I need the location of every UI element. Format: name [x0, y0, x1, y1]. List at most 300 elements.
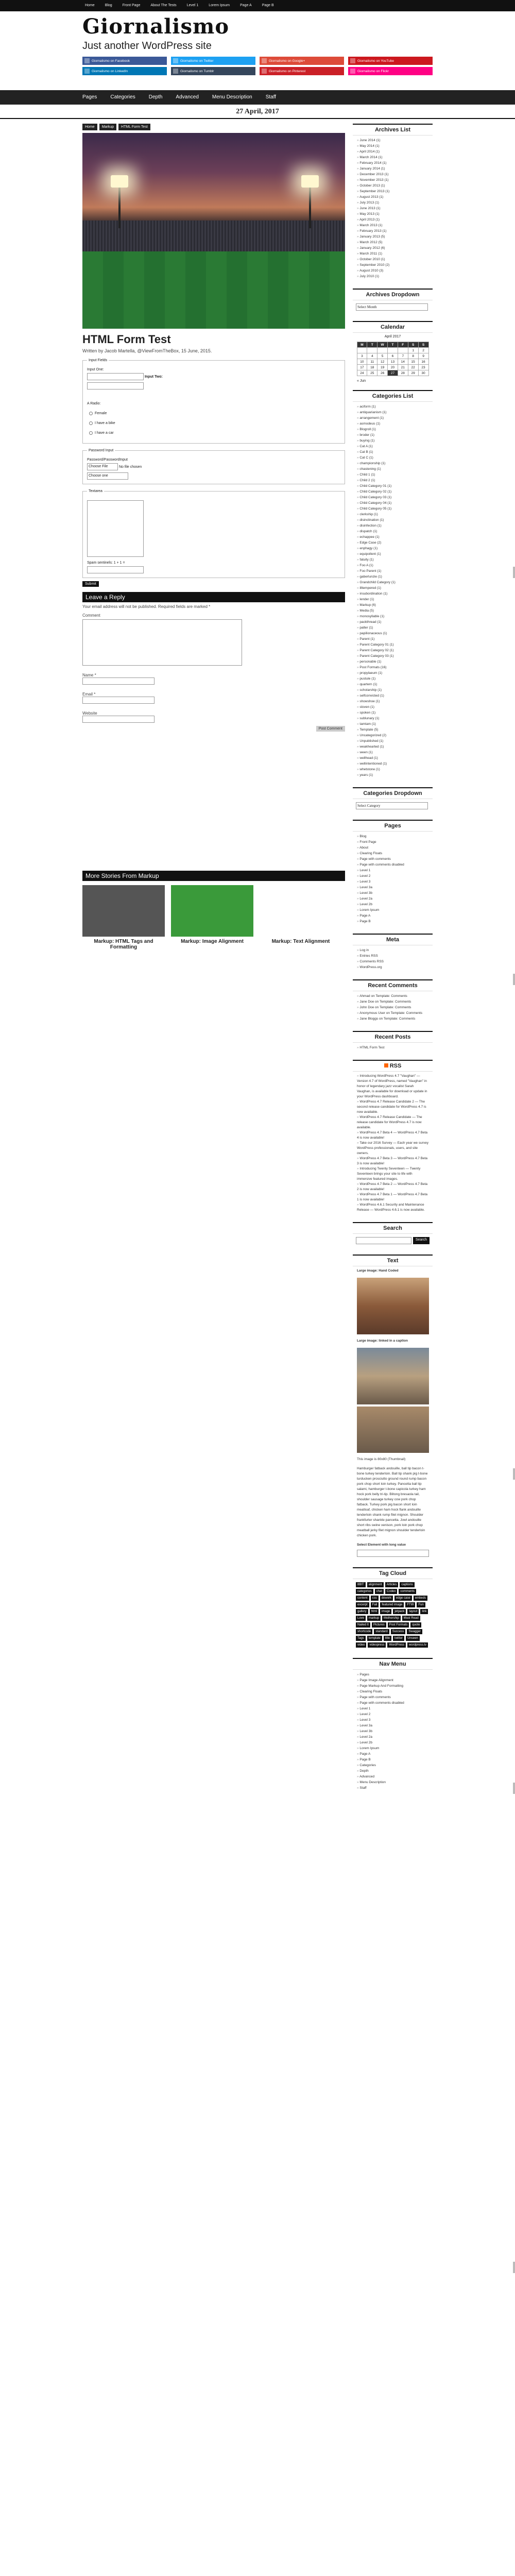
social-icon [262, 58, 267, 63]
recent-comment[interactable]: » Jane Doe on Template: Comments [357, 999, 428, 1005]
breadcrumb-item[interactable]: HTML Form Test [118, 124, 150, 130]
category-link[interactable]: » Parent Category 03 (1) [357, 653, 428, 659]
file-button[interactable]: Choose File [87, 463, 118, 470]
story-thumbnail[interactable] [82, 885, 165, 937]
archive-link[interactable]: » October 2013 (1) [357, 183, 428, 189]
archive-link[interactable]: » July 2013 (1) [357, 200, 428, 206]
meta-link[interactable]: » Log in [357, 947, 428, 953]
name-input[interactable] [82, 677, 154, 685]
breadcrumb [82, 124, 345, 130]
rss-item[interactable]: » Introducing Twenty Seventeen — Twenty Seventeen brings your site to life with immersive featured images. [357, 1166, 428, 1182]
category-link[interactable]: » asmodeus (1) [357, 421, 428, 427]
top-nav [80, 0, 515, 11]
rss-item[interactable]: » WordPress 4.7 Beta 4 — WordPress 4.7 Beta 4 is now available! [357, 1130, 428, 1141]
categories-select[interactable]: Select Category [356, 802, 428, 809]
tag-link[interactable]: Articles [385, 1582, 399, 1587]
category-link[interactable]: » pustule (1) [357, 676, 428, 682]
tag-link[interactable]: html [370, 1609, 379, 1614]
category-link[interactable]: » equipollent (1) [357, 551, 428, 557]
recent-comment[interactable]: » Jane Bloggs on Template: Comments [357, 1016, 428, 1022]
nav-menu-item[interactable]: » Level 2 [357, 1711, 428, 1717]
top-nav-item[interactable]: About The Tests [150, 4, 177, 7]
category-link[interactable]: » propylaeum (1) [357, 670, 428, 676]
category-link[interactable]: » clerkship (1) [357, 512, 428, 517]
sidebar [353, 124, 433, 1800]
top-nav-item[interactable]: Front Page [122, 4, 141, 7]
category-link[interactable]: » Child Category 02 (1) [357, 489, 428, 495]
category-link[interactable]: » Parent (1) [357, 636, 428, 642]
category-link[interactable]: » dispatch (1) [357, 529, 428, 534]
rss-item[interactable]: » WordPress 4.7 Beta 3 — WordPress 4.7 Beta 3 is now available! [357, 1156, 428, 1166]
category-link[interactable]: » insubordination (1) [357, 591, 428, 597]
tag-link[interactable]: Mothership [382, 1616, 401, 1621]
page-link[interactable]: » Level 1 [357, 868, 428, 873]
tag-link[interactable]: WordPress [387, 1642, 406, 1648]
radio-icon [89, 412, 93, 415]
rss-item[interactable]: » Introducing WordPress 4.7 "Vaughan" — Version 4.7 of WordPress, named "Vaughan" in honor of legendary jazz vocalist Sarah Vaughan, is available for download or update in your WordPress dashboard. [357, 1074, 428, 1099]
category-link[interactable]: » Child Category 01 (1) [357, 483, 428, 489]
calendar-day: 18 [367, 365, 377, 370]
tag-link[interactable]: image [380, 1609, 391, 1614]
image-caption: This image is 80x80 (Thumbnail) [357, 1458, 406, 1461]
archive-link[interactable]: » March 2011 (1) [357, 251, 428, 257]
main-nav-item[interactable]: Pages [82, 94, 97, 100]
archive-link[interactable]: » May 2013 (1) [357, 211, 428, 217]
calendar-weekday: F [398, 342, 408, 348]
recent-comment[interactable]: » Anonymous User on Template: Comments [357, 1010, 428, 1016]
nav-menu-item[interactable]: » Level 2b [357, 1740, 428, 1745]
nav-menu-item[interactable]: » Level 1 [357, 1706, 428, 1711]
nav-menu-item[interactable]: » Page with comments [357, 1694, 428, 1700]
tag-link[interactable]: link [420, 1609, 428, 1614]
rss-item[interactable]: » WordPress 4.7 Release Candidate — The release candidate for WordPress 4.7 is now available. [357, 1115, 428, 1130]
tag-link[interactable]: Pictures [372, 1622, 386, 1628]
category-link[interactable]: » Child Category 03 (1) [357, 495, 428, 500]
nav-menu-item[interactable]: » Page A [357, 1751, 428, 1757]
password-label: Password/PasswordInput [87, 458, 128, 462]
stadium-stand [82, 221, 345, 251]
archive-link[interactable]: » May 2014 (1) [357, 143, 428, 149]
tag-link[interactable]: Success [391, 1629, 406, 1634]
category-link[interactable]: » Edge Case (2) [357, 540, 428, 546]
top-nav-item[interactable]: Home [85, 4, 95, 7]
category-link[interactable]: » monosyllable (1) [357, 614, 428, 619]
page-link[interactable]: » Page with comments [357, 856, 428, 862]
story-title[interactable]: Markup: HTML Tags and Formatting [94, 939, 153, 950]
social-link[interactable] [171, 57, 255, 65]
category-link[interactable]: » Markup (6) [357, 602, 428, 608]
nav-menu-item[interactable]: » Level 3 [357, 1717, 428, 1723]
archive-link[interactable]: » January 2014 (1) [357, 166, 428, 172]
light-pole [309, 187, 311, 228]
textarea-field[interactable] [87, 500, 144, 557]
fieldset-legend: Password Input [89, 449, 114, 452]
tag-link[interactable]: Swagger [407, 1629, 422, 1634]
meta-link[interactable]: » WordPress.org [357, 964, 428, 970]
input-two-field[interactable] [87, 382, 144, 389]
archive-link[interactable]: » March 2013 (1) [357, 223, 428, 228]
archive-link[interactable]: » February 2014 (1) [357, 160, 428, 166]
tag-link[interactable]: template [367, 1636, 382, 1641]
story-title[interactable]: Markup: Text Alignment [271, 939, 330, 944]
calendar-day: 12 [377, 359, 388, 365]
category-link[interactable]: » Cat C (1) [357, 455, 428, 461]
page-link[interactable]: » Level 2 [357, 873, 428, 879]
tag-link[interactable]: videopress [368, 1642, 386, 1648]
calendar-day: 4 [367, 353, 377, 359]
nav-menu-list [353, 1670, 433, 1793]
category-link[interactable]: » selfconvicted (1) [357, 693, 428, 699]
calendar-day [377, 348, 388, 353]
category-link[interactable]: » quartern (1) [357, 682, 428, 687]
social-link[interactable] [82, 67, 167, 75]
archive-link[interactable]: » July 2010 (1) [357, 274, 428, 279]
category-link[interactable]: » Parent Category 01 (1) [357, 642, 428, 648]
category-link[interactable]: » tamtam (1) [357, 721, 428, 727]
page-link[interactable]: » Level 2b [357, 902, 428, 907]
top-nav-item[interactable]: Blog [105, 4, 112, 7]
breadcrumb-item[interactable]: Markup [99, 124, 116, 130]
rss-item[interactable]: » Take our 2016 Survey — Each year we survey WordPress professionals, users, and site owners. [357, 1141, 428, 1156]
nav-menu-item[interactable]: » Page with comments disabled [357, 1700, 428, 1706]
leave-reply-heading: Leave a Reply [82, 592, 345, 602]
rss-item[interactable]: » WordPress 4.7 Beta 2 — WordPress 4.7 Beta 2 is now available! [357, 1182, 428, 1192]
tag-link[interactable]: content [356, 1596, 369, 1601]
widget-title [353, 1061, 433, 1072]
post-title: HTML Form Test [82, 333, 171, 346]
category-link[interactable]: » echappee (1) [357, 534, 428, 540]
tag-link[interactable]: shortcode [356, 1629, 372, 1634]
calendar-day: 28 [398, 370, 408, 376]
nav-menu-item[interactable]: » Staff [357, 1785, 428, 1791]
nav-menu-item[interactable]: » Categories [357, 1762, 428, 1768]
category-link[interactable]: » antiquarianism (1) [357, 410, 428, 415]
page-link[interactable]: » Level 2a [357, 896, 428, 902]
calendar-day: 22 [408, 365, 418, 370]
social-link[interactable] [260, 57, 344, 65]
rss-item[interactable]: » WordPress 4.7 Release Candidate 2 — The second release candidate for WordPress 4.7 is now available. [357, 1099, 428, 1115]
calendar-day: 7 [398, 353, 408, 359]
archive-link[interactable]: » August 2010 (3) [357, 268, 428, 274]
category-link[interactable]: » Cat A (1) [357, 444, 428, 449]
category-link[interactable]: » Post Formats (16) [357, 665, 428, 670]
page-link[interactable]: » Level 3a [357, 885, 428, 890]
submit-button[interactable]: Submit [82, 581, 99, 587]
input-one-label: Input One: [87, 368, 104, 371]
tag-link[interactable]: categories [356, 1589, 373, 1594]
archive-link[interactable]: » June 2013 (1) [357, 206, 428, 211]
tag-link[interactable]: Unseen [406, 1636, 420, 1641]
archive-link[interactable]: » October 2010 (1) [357, 257, 428, 262]
categories-list [353, 402, 433, 780]
archive-link[interactable]: » September 2013 (1) [357, 189, 428, 194]
checkbox-car[interactable] [89, 431, 340, 435]
nav-menu-item[interactable]: » Level 3b [357, 1728, 428, 1734]
category-link[interactable]: » scholarship (1) [357, 687, 428, 693]
tag-link[interactable]: video [356, 1642, 366, 1648]
nav-menu-item[interactable]: » Level 2a [357, 1734, 428, 1740]
tag-link[interactable]: Tags [356, 1636, 366, 1641]
comment-textarea[interactable] [82, 619, 242, 666]
category-link[interactable]: » Grandchild Category (1) [357, 580, 428, 585]
recent-comment[interactable]: » John Doe on Template: Comments [357, 1005, 428, 1010]
category-link[interactable]: » Foo Parent (1) [357, 568, 428, 574]
archive-link[interactable]: » June 2014 (1) [357, 138, 428, 143]
tag-link[interactable]: FTW [405, 1602, 415, 1607]
nav-menu-item[interactable]: » Page Markup And Formatting [357, 1683, 428, 1689]
category-link[interactable]: » Parent Category 02 (1) [357, 648, 428, 653]
tag-link[interactable]: excerpt [356, 1602, 369, 1607]
tag-link[interactable]: wordpress.tv [407, 1642, 428, 1648]
main-nav-item[interactable]: Categories [110, 94, 135, 100]
checkbox-bike[interactable] [89, 421, 340, 425]
category-link[interactable]: » aciform (1) [357, 404, 428, 410]
calendar-day [357, 348, 367, 353]
category-link[interactable]: » broder (1) [357, 432, 428, 438]
social-link[interactable] [348, 57, 433, 65]
tag-link[interactable]: standard [374, 1629, 389, 1634]
scroll-marker [513, 1783, 515, 1794]
tag-link[interactable]: Codex [385, 1589, 397, 1594]
main-nav-item[interactable]: Staff [265, 94, 277, 100]
tag-link[interactable]: layout [407, 1609, 419, 1614]
tag-link[interactable]: Post Formats [388, 1622, 409, 1628]
category-link[interactable]: » weakhearted (1) [357, 744, 428, 750]
archive-link[interactable]: » March 2012 (5) [357, 240, 428, 245]
tag-link[interactable]: twitter [393, 1636, 404, 1641]
page-link[interactable]: » Blog [357, 834, 428, 839]
calendar-weekday: W [377, 342, 388, 348]
category-link[interactable]: » sloven (1) [357, 704, 428, 710]
meta-link[interactable]: » Comments RSS [357, 959, 428, 964]
archive-link[interactable]: » November 2013 (1) [357, 177, 428, 183]
category-link[interactable]: » chastening (1) [357, 466, 428, 472]
more-stories [82, 866, 345, 950]
tag-link[interactable]: Nailed It [356, 1622, 370, 1628]
category-link[interactable]: » Uncategorized (2) [357, 733, 428, 738]
rss-item[interactable]: » WordPress 4.6.1 Security and Maintenance Release — WordPress 4.6.1 is now available. [357, 1202, 428, 1213]
main-nav-item[interactable]: Advanced [176, 94, 199, 100]
main-nav-item[interactable]: Menu Description [212, 94, 252, 100]
category-link[interactable]: » gaberlunzie (1) [357, 574, 428, 580]
category-link[interactable]: » Cat B (1) [357, 449, 428, 455]
category-link[interactable]: » Child Category 04 (1) [357, 500, 428, 506]
archives-select[interactable]: Select Month [356, 303, 428, 311]
social-link[interactable] [171, 67, 255, 75]
category-link[interactable]: » disinclination (1) [357, 517, 428, 523]
category-link[interactable]: » fatuity (1) [357, 557, 428, 563]
radio-female[interactable] [89, 412, 340, 415]
archive-link[interactable]: » April 2014 (1) [357, 149, 428, 155]
recent-comment[interactable]: » Ahmad on Template: Comments [357, 993, 428, 999]
story-card[interactable] [171, 885, 253, 950]
category-link[interactable]: » arrangement (1) [357, 415, 428, 421]
rss-item[interactable]: » WordPress 4.7 Beta 1 — WordPress 4.7 Beta 1 is now available! [357, 1192, 428, 1202]
category-link[interactable]: » Foo A (1) [357, 563, 428, 568]
category-link[interactable]: » buying (1) [357, 438, 428, 444]
tag-link[interactable]: alignment [367, 1582, 384, 1587]
tag-link[interactable]: comments [399, 1589, 416, 1594]
file-status: No file chosen [118, 465, 142, 469]
top-nav-item[interactable]: Page A [240, 4, 252, 7]
category-link[interactable]: » lender (1) [357, 597, 428, 602]
category-link[interactable]: » papilionaceous (1) [357, 631, 428, 636]
page-link[interactable]: » Level 3 [357, 879, 428, 885]
page-link[interactable]: » Level 3b [357, 890, 428, 896]
tag-link[interactable]: captions [400, 1582, 414, 1587]
page-link[interactable]: » Clearing Floats [357, 851, 428, 856]
tag-link[interactable]: jetpack [393, 1609, 406, 1614]
tag-link[interactable]: title [384, 1636, 391, 1641]
story-title[interactable]: Markup: Image Alignment [181, 939, 244, 944]
nav-menu-item[interactable]: » Page B [357, 1757, 428, 1762]
tag-link[interactable]: css [371, 1596, 379, 1601]
tag-link[interactable]: gallery [356, 1609, 368, 1614]
spam-input[interactable] [87, 566, 144, 573]
featured-image [82, 133, 345, 329]
tag-link[interactable]: featured image [380, 1602, 404, 1607]
story-thumbnail[interactable] [171, 885, 253, 937]
page-link[interactable]: » Front Page [357, 839, 428, 845]
page-link[interactable]: » Page B [357, 919, 428, 924]
social-label: Giornalismo on Twitter [180, 59, 214, 63]
tag-link[interactable]: markup [367, 1616, 381, 1621]
site-title[interactable]: Giornalismo [82, 14, 230, 39]
search-input[interactable] [356, 1237, 411, 1244]
page-link[interactable]: » Page with comments disabled [357, 862, 428, 868]
tag-link[interactable]: Must Read [402, 1616, 420, 1621]
search-button[interactable]: Search [413, 1237, 430, 1244]
social-icon [350, 58, 355, 63]
archive-link[interactable]: » January 2012 (6) [357, 245, 428, 251]
post-comment-button[interactable]: Post Comment [316, 726, 345, 732]
story-card[interactable] [260, 885, 342, 950]
calendar-day: 23 [418, 365, 428, 370]
tag-link[interactable]: dowork [380, 1596, 393, 1601]
scroll-marker [513, 1468, 515, 1480]
archive-link[interactable]: » February 2013 (1) [357, 228, 428, 234]
category-link[interactable]: » Child Category 05 (1) [357, 506, 428, 512]
story-cards [82, 885, 345, 950]
social-label: Giornalismo on LinkedIn [92, 69, 128, 73]
category-link[interactable]: » Template (5) [357, 727, 428, 733]
pages-widget [353, 820, 433, 926]
category-link[interactable]: » sublunary (1) [357, 716, 428, 721]
category-link[interactable]: » packthread (1) [357, 619, 428, 625]
email-input[interactable] [82, 697, 154, 704]
nav-menu-item[interactable]: » Advanced [357, 1774, 428, 1780]
nav-menu-item[interactable]: » Depth [357, 1768, 428, 1774]
tag-cloud [353, 1579, 433, 1651]
nav-menu-item[interactable]: » Pages [357, 1672, 428, 1677]
page-link[interactable]: » Page A [357, 913, 428, 919]
category-link[interactable]: » Child 2 (1) [357, 478, 428, 483]
rss-icon [384, 1063, 388, 1067]
archives-widget [353, 124, 433, 281]
category-link[interactable]: » illtempered (1) [357, 585, 428, 591]
category-link[interactable]: » Media (5) [357, 608, 428, 614]
social-link[interactable] [348, 67, 433, 75]
archive-link[interactable]: » April 2013 (1) [357, 217, 428, 223]
nav-menu-item[interactable]: » Lorem Ipsum [357, 1745, 428, 1751]
tag-link[interactable]: embeds [414, 1596, 427, 1601]
archive-link[interactable]: » December 2013 (1) [357, 172, 428, 177]
meta-link[interactable]: » Entries RSS [357, 953, 428, 959]
nav-menu-item[interactable]: » Clearing Floats [357, 1689, 428, 1694]
page-link[interactable]: » Lorem Ipsum [357, 907, 428, 913]
category-link[interactable]: » ween (1) [357, 750, 428, 755]
category-link[interactable]: » spoken (1) [357, 710, 428, 716]
nav-menu-item[interactable]: » Level 3a [357, 1723, 428, 1728]
story-thumbnail[interactable] [260, 885, 342, 937]
archive-link[interactable]: » September 2010 (2) [357, 262, 428, 268]
nav-menu-item[interactable]: » Page Image Alignment [357, 1677, 428, 1683]
nav-menu-item[interactable]: » Menu Description [357, 1780, 428, 1785]
calendar-prev-link[interactable]: « Jun [357, 379, 366, 383]
category-link[interactable]: » disinfection (1) [357, 523, 428, 529]
tag-link[interactable]: 8BIT [356, 1582, 366, 1587]
long-select[interactable] [357, 1550, 429, 1557]
page-link[interactable]: » About [357, 845, 428, 851]
social-link[interactable] [82, 57, 167, 65]
category-link[interactable]: » palter (1) [357, 625, 428, 631]
category-link[interactable]: » wellhead (1) [357, 755, 428, 761]
tag-link[interactable]: edge case [394, 1596, 412, 1601]
choose-select[interactable]: Choose one [87, 472, 128, 480]
calendar-day: 15 [408, 359, 418, 365]
recent-post-link[interactable]: » HTML Form Test [357, 1045, 428, 1050]
tag-link[interactable]: Fail [371, 1602, 379, 1607]
calendar-day: 11 [367, 359, 377, 365]
archive-link[interactable]: » January 2013 (5) [357, 234, 428, 240]
archive-link[interactable]: » August 2013 (1) [357, 194, 428, 200]
top-nav-item[interactable]: Lorem Ipsum [209, 4, 230, 7]
social-link[interactable] [260, 67, 344, 75]
calendar-day: 1 [408, 348, 418, 353]
tag-link[interactable]: Love [356, 1616, 366, 1621]
tag-link[interactable]: Fun [417, 1602, 425, 1607]
archive-link[interactable]: » March 2014 (1) [357, 155, 428, 160]
category-link[interactable]: » years (1) [357, 772, 428, 778]
website-input[interactable] [82, 716, 154, 723]
category-link[interactable]: » championship (1) [357, 461, 428, 466]
category-link[interactable]: » Unpublished (1) [357, 738, 428, 744]
story-card[interactable] [82, 885, 165, 950]
top-nav-item[interactable]: Level 1 [186, 4, 199, 7]
category-link[interactable]: » showshoe (1) [357, 699, 428, 704]
category-link[interactable]: » wellintentioned (1) [357, 761, 428, 767]
radio-label: A Radio: [87, 402, 101, 405]
main-nav-item[interactable]: Depth [148, 94, 163, 100]
calendar-weekday: T [367, 342, 377, 348]
rss-widget [353, 1060, 433, 1215]
category-link[interactable]: » whetstone (1) [357, 767, 428, 772]
tag-link[interactable]: chat [375, 1589, 384, 1594]
category-link[interactable]: » personable (1) [357, 659, 428, 665]
recent-posts-widget [353, 1031, 433, 1053]
widget-title: Pages [353, 821, 433, 832]
tag-link[interactable]: quote [410, 1622, 421, 1628]
category-link[interactable]: » enphagy (1) [357, 546, 428, 551]
category-link[interactable]: » Blogroll (1) [357, 427, 428, 432]
input-one-field[interactable] [87, 373, 144, 380]
social-links [82, 57, 433, 75]
top-nav-item[interactable]: Page B [262, 4, 274, 7]
category-link[interactable]: » Child 1 (1) [357, 472, 428, 478]
breadcrumb-item[interactable]: Home [82, 124, 97, 130]
calendar-day: 27 [388, 370, 398, 376]
calendar-day [367, 348, 377, 353]
